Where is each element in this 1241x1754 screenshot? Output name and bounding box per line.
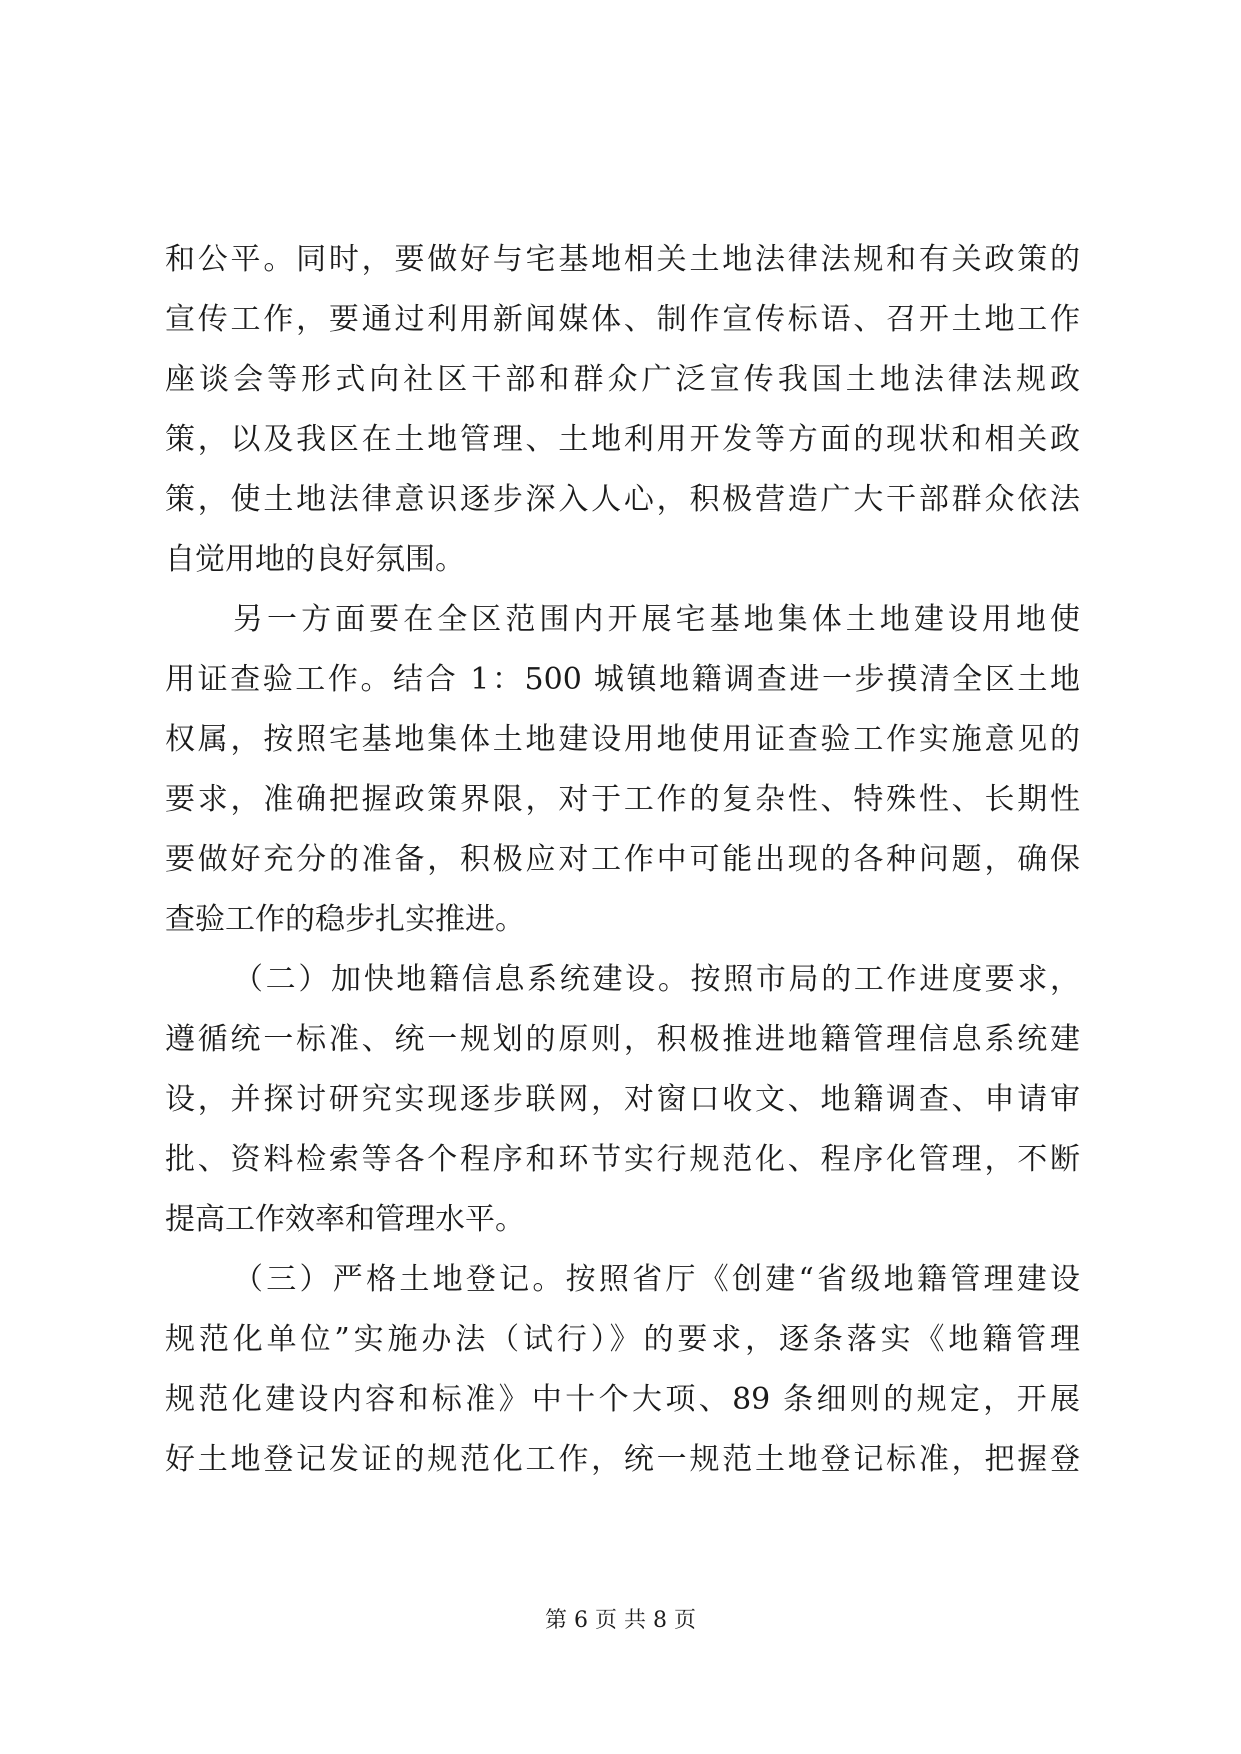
text-line: 提高工作效率和管理水平。 [165,1202,525,1237]
section-heading-line: （二）加快地籍信息系统建设。按照市局的工作进度要求， [233,962,1080,997]
text-line: 查验工作的稳步扎实推进。 [165,902,525,937]
text-line: 规范化建设内容和标准》中十个大项、89 条细则的规定，开展 [165,1382,1080,1417]
text-line: 座谈会等形式向社区干部和群众广泛宣传我国土地法律法规政 [165,362,1080,397]
text-line: 和公平。同时，要做好与宅基地相关土地法律法规和有关政策的 [165,242,1080,277]
text-line: 权属，按照宅基地集体土地建设用地使用证查验工作实施意见的 [165,722,1080,757]
page-number-footer: 第 6 页 共 8 页 [545,1608,696,1633]
text-line: 设，并探讨研究实现逐步联网，对窗口收文、地籍调查、申请审 [165,1082,1080,1117]
text-line: 策，以及我区在土地管理、土地利用开发等方面的现状和相关政 [165,422,1080,457]
text-line: 遵循统一标准、统一规划的原则，积极推进地籍管理信息系统建 [165,1022,1080,1057]
text-line: 要做好充分的准备，积极应对工作中可能出现的各种问题，确保 [165,842,1080,877]
text-line: 规范化单位”实施办法（试行）》的要求，逐条落实《地籍管理 [165,1322,1080,1357]
paragraph-start-line: 另一方面要在全区范围内开展宅基地集体土地建设用地使 [233,602,1080,637]
text-line: 好土地登记发证的规范化工作，统一规范土地登记标准，把握登 [165,1442,1080,1477]
text-line: 宣传工作，要通过利用新闻媒体、制作宣传标语、召开土地工作 [165,302,1080,337]
text-line: 要求，准确把握政策界限，对于工作的复杂性、特殊性、长期性 [165,782,1080,817]
document-body [165,230,1080,1490]
section-heading-line: （三）严格土地登记。按照省厅《创建“省级地籍管理建设 [233,1262,1080,1297]
text-line: 批、资料检索等各个程序和环节实行规范化、程序化管理，不断 [165,1142,1080,1177]
text-line: 自觉用地的良好氛围。 [165,542,465,577]
text-line: 策，使土地法律意识逐步深入人心，积极营造广大干部群众依法 [165,482,1080,517]
text-line: 用证查验工作。结合 1：500 城镇地籍调查进一步摸清全区土地 [165,662,1080,697]
